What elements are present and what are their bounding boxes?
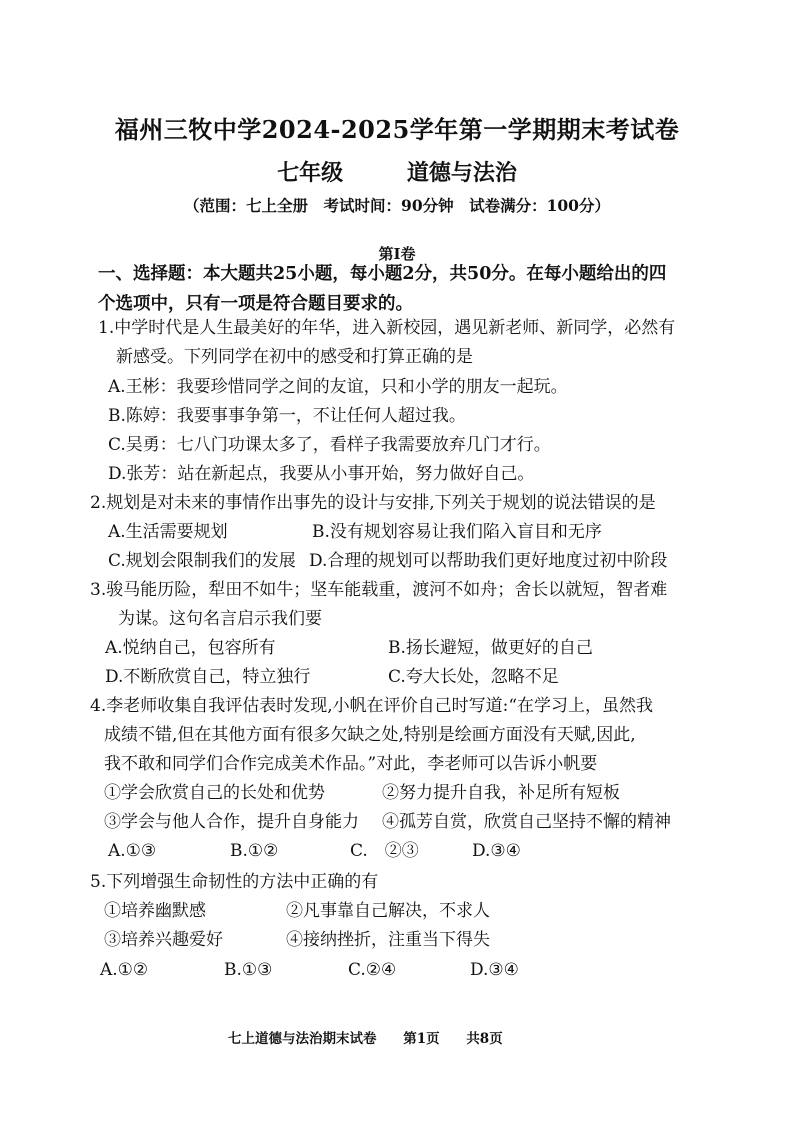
q4-item-3: ③学会与他人合作，提升自身能力 <box>104 812 359 832</box>
q1-option-c: C.吴勇：七八门功课太多了，看样子我需要放弃几门才行。 <box>108 435 551 455</box>
q5-item-1: ①培养幽默感 <box>104 901 206 921</box>
q3-stem-line1: 3.骏马能历险，犁田不如牛；坚车能载重，渡河不如舟；舍长以就短，智者难 <box>90 580 668 600</box>
exam-scope: （范围：七上全册 考试时间：90分钟 试卷满分：100分） <box>184 196 610 215</box>
q1-stem-line2: 新感受。下列同学在初中的感受和打算正确的是 <box>116 347 473 367</box>
q1-option-b: B.陈婷：我要事事争第一，不让任何人超过我。 <box>108 406 466 426</box>
q4-option-d: D.③④ <box>472 841 521 861</box>
q4-option-a: A.①③ <box>108 841 157 861</box>
q4-option-b: B.①② <box>230 841 279 861</box>
q5-option-d: D.③④ <box>470 960 519 980</box>
q2-option-b: B.没有规划容易让我们陷入盲目和无序 <box>312 522 602 542</box>
grade-label: 七年级 <box>277 160 344 186</box>
q5-item-2: ②凡事靠自己解决，不求人 <box>286 901 490 921</box>
q4-item-4: ④孤芳自赏，欣赏自己坚持不懈的精神 <box>382 812 671 832</box>
q3-option-a: A.悦纳自己，包容所有 <box>105 638 276 658</box>
q3-stem-line2: 为谋。这句名言启示我们要 <box>118 609 322 629</box>
volume-label: 第Ⅰ卷 <box>378 245 416 263</box>
exam-subtitle <box>0 156 794 187</box>
section-heading-line2: 个选项中，只有一项是符合题目要求的。 <box>98 294 413 314</box>
footer-exam-name: 七上道德与法治期末试卷 <box>228 1031 377 1047</box>
q5-option-c: C.②④ <box>348 960 397 980</box>
q3-option-b: B.扬长避短，做更好的自己 <box>388 638 593 658</box>
q4-stem-line3: 我不敢和同学们合作完成美术作品。”对此，李老师可以告诉小帆要 <box>104 754 598 774</box>
q4-stem-line2: 成绩不错,但在其他方面有很多欠缺之处,特别是绘画方面没有天赋,因此, <box>104 725 636 745</box>
exam-title: 福州三牧中学2024-2025学年第一学期期末考试卷 <box>114 115 680 144</box>
q2-option-c: C.规划会限制我们的发展 <box>108 551 296 571</box>
q4-item-2: ②努力提升自我，补足所有短板 <box>382 783 620 803</box>
section-heading-line1: 一、选择题：本大题共25小题，每小题2分，共50分。在每小题给出的四 <box>98 264 667 284</box>
q4-stem-line1: 4.李老师收集自我评估表时发现,小帆在评价自己时写道:“在学习上，虽然我 <box>90 696 654 716</box>
q5-stem: 5.下列增强生命韧性的方法中正确的有 <box>90 872 379 892</box>
q1-option-a: A.王彬：我要珍惜同学之间的友谊，只和小学的朋友一起玩。 <box>108 377 568 397</box>
q3-option-d: D.不断欣赏自己，特立独行 <box>105 667 311 687</box>
q1-option-d: D.张芳：站在新起点，我要从小事开始，努力做好自己。 <box>108 464 535 484</box>
footer-page-number: 第1页 <box>403 1031 440 1047</box>
q5-item-4: ④接纳挫折，注重当下得失 <box>286 930 490 950</box>
q2-stem: 2.规划是对未来的事情作出事先的设计与安排,下列关于规划的说法错误的是 <box>90 493 656 513</box>
q2-option-a: A.生活需要规划 <box>108 522 228 542</box>
q5-item-3: ③培养兴趣爱好 <box>104 930 223 950</box>
subject-label: 道德与法治 <box>406 160 517 186</box>
page-footer <box>228 1027 525 1047</box>
q3-option-c: C.夸大长处，忽略不足 <box>388 667 559 687</box>
q5-option-b: B.①③ <box>224 960 273 980</box>
q4-item-1: ①学会欣赏自己的长处和优势 <box>104 783 325 803</box>
q2-option-d: D.合理的规划可以帮助我们更好地度过初中阶段 <box>309 551 668 571</box>
q5-option-a: A.①② <box>100 960 149 980</box>
q1-stem-line1: 1.中学时代是人生最美好的年华，进入新校园，遇见新老师、新同学，必然有 <box>98 318 676 338</box>
footer-total-pages: 共8页 <box>466 1031 503 1047</box>
q4-option-c: C. ②③ <box>350 841 419 861</box>
